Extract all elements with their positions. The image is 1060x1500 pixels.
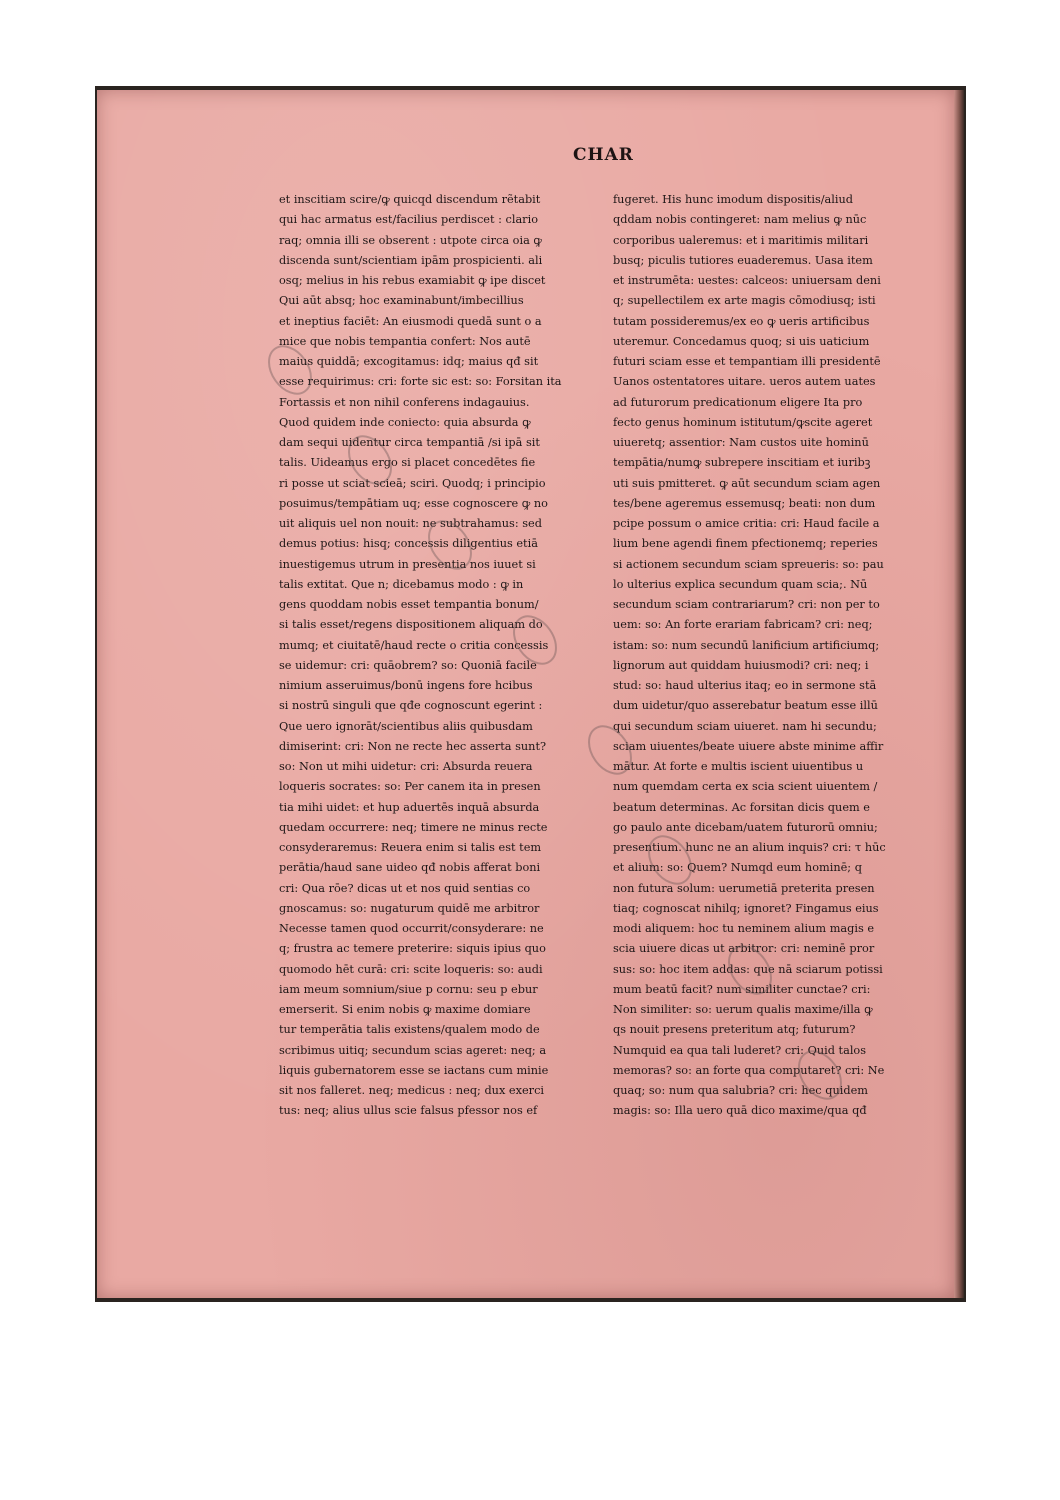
right-column-line: quaq; so: num qua salubria? cri: hec quidem — [613, 1084, 868, 1097]
left-column-line: gens quoddam nobis esset tempantia bonum/ — [279, 598, 539, 611]
right-column-line: ad futurorum predicationum eligere Ita pro — [613, 395, 863, 409]
left-column-line: perātia/haud sane uideo qđ nobis afferat boni — [279, 861, 541, 875]
page-edge — [954, 90, 964, 1298]
right-column-line: mātur. At forte e multis iscient uiuentibus u — [613, 760, 864, 773]
right-column-line: qs nouit presens preteritum atq; futurum? — [613, 1023, 856, 1037]
right-column-line: mum beatū facit? num similiter cunctae? cri: — [613, 982, 871, 996]
right-column-line: si actionem secundum sciam spreueris: so: pau — [613, 557, 884, 571]
right-column-line: tes/bene ageremus essemusq; beati: non dum — [613, 496, 876, 510]
right-column-line: fecto genus hominum istitutum/ꝙscite ageret — [613, 415, 873, 429]
left-column-line: talis extitat. Que n; dicebamus modo : ꝙ in — [279, 577, 524, 591]
left-column-line: tus: neq; alius ullus scie falsus pfessor nos ef — [279, 1104, 538, 1118]
left-column-line: liquis gubernatorem esse se iactans cum minie — [279, 1063, 549, 1077]
left-column-line: et inscitiam scire/ꝙ quicqd discendum rẽtabit — [279, 193, 541, 206]
right-column-line: sus: so: hoc item addas: que nā sciarum potissi — [613, 962, 883, 976]
left-column-line: quedam occurrere: neq; timere ne minus recte — [279, 820, 548, 834]
right-column-line: secundum sciam contrariarum? cri: non per to — [613, 598, 880, 611]
left-column-line: Quod quidem inde coniecto: quia absurda ꝙ — [279, 415, 531, 429]
left-column-line: talis. Uideamus ergo si placet concedētes fie — [279, 456, 536, 470]
left-column-line: si talis esset/regens dispositionem aliquam do — [279, 618, 543, 632]
running-head: CHAR — [573, 145, 634, 165]
right-column-line: tiaq; cognoscat nihilq; ignoret? Fingamus eius — [613, 901, 879, 915]
right-column-line: qui secundum sciam uiueret. nam hi secundu; — [613, 719, 877, 733]
right-column-line: futuri sciam esse et tempantiam illi presidentē — [613, 355, 881, 368]
right-column-line: presentium. hunc ne an alium inquis? cri: τ hūc — [613, 841, 886, 854]
right-column-line: fugeret. His hunc imodum dispositis/aliud — [613, 193, 854, 206]
left-column-line: si nostrū singuli que qđe cognoscunt egerint : — [279, 699, 543, 713]
left-column-line: mice que nobis tempantia confert: Nos autē — [279, 334, 531, 348]
right-column-line: istam: so: num secundū lanificium artificiumq; — [613, 638, 880, 652]
right-column-line: et instrumēta: uestes: calceos: uniuersam deni — [613, 274, 881, 287]
right-column-line: num quemdam certa ex scia scient uiuentem / — [613, 780, 878, 794]
right-text-column — [613, 190, 903, 1122]
right-column-line: go paulo ante dicebam/uatem futurorū omniu; — [613, 820, 878, 834]
right-column-line: Non similiter: so: uerum qualis maxime/illa ꝙ — [613, 1003, 873, 1016]
left-column-line: tur temperātia talis existens/qualem modo de — [279, 1023, 540, 1037]
right-column-line: sciam uiuentes/beate uiuere abste minime affir — [613, 739, 884, 753]
right-column-line: corporibus ualeremus: et i maritimis militari — [613, 233, 869, 247]
left-column-line: dimiserint: cri: Non ne recte hec asserta sunt? — [279, 739, 547, 753]
right-column-line: scia uiuere dicas ut arbitror: cri: neminē pror — [613, 942, 875, 956]
left-column-line: Que uero ignorāt/scientibus aliis quibusdam — [279, 719, 533, 733]
right-column-line: Numquid ea qua tali luderet? cri: Quid talos — [613, 1043, 867, 1057]
right-column-line: non futura solum: uerumetiā preterita presen — [613, 881, 875, 895]
right-column-line: tutam possideremus/ex eo ꝙ ueris artificibus — [613, 314, 870, 328]
right-column-line: qddam nobis contingeret: nam melius ꝙ nūc — [613, 213, 867, 227]
left-column-line: scribimus uitiq; secundum scias ageret: neq; a — [279, 1043, 547, 1057]
right-column-line: uiueretq; assentior: Nam custos uite hominū — [613, 436, 869, 449]
left-column-line: sit nos falleret. neq; medicus : neq; dux exerci — [279, 1084, 545, 1097]
left-column-line: posuimus/tempātiam uq; esse cognoscere ꝙ no — [279, 496, 548, 510]
right-column-line: lignorum aut quiddam huiusmodi? cri: neq; i — [613, 658, 869, 672]
left-column-line: iam meum somnium/siue p cornu: seu p ebur — [279, 982, 538, 996]
left-column-line: so: Non ut mihi uidetur: cri: Absurda reuera — [279, 760, 533, 773]
left-column-line: gnoscamus: so: nugaturum quidē me arbitror — [279, 901, 540, 915]
left-column-line: Necesse tamen quod occurrit/consyderare: ne — [279, 922, 544, 935]
right-column-line: beatum determinas. Ac forsitan dicis quem e — [613, 800, 870, 814]
right-column-line: modi aliquem: hoc tu neminem alium magis e — [613, 922, 875, 935]
right-column-line: Uanos ostentatores uitare. ueros autem uates — [613, 375, 876, 389]
left-column-line: se uidemur: cri: quāobrem? so: Quoniā facile — [279, 658, 537, 672]
left-column-line: cri: Qua rōe? dicas ut et nos quid sentias co — [279, 881, 531, 895]
right-column-line: dum uidetur/quo asserebatur beatum esse illū — [613, 699, 878, 713]
left-column-line: esse requirimus: cri: forte sic est: so: Forsitan ita — [279, 375, 562, 389]
right-column-line: tempātia/numꝙ subrepere inscitiam et iuribꝫ — [613, 456, 871, 470]
right-column-line: et alium: so: Quem? Numqd eum hominē; q — [613, 861, 862, 875]
left-column-line: et ineptius faciēt: An eiusmodi quedā sunt o a — [279, 314, 542, 328]
left-column-line: maius quiddā; excogitamus: idq; maius qđ sit — [279, 355, 539, 368]
left-column-line: q; frustra ac temere preterire: siquis ipius quo — [279, 942, 546, 956]
left-column-line: qui hac armatus est/facilius perdiscet : clario — [279, 213, 538, 227]
left-column-line: demus potius: hisq; concessis diligentius etiā — [279, 537, 538, 551]
left-column-line: ri posse ut sciat scieā; sciri. Quodq; i principio — [279, 476, 546, 490]
left-column-line: inuestigemus utrum in presentia nos iuuet si — [279, 557, 536, 571]
left-column-line: loqueris socrates: so: Per canem ita in presen — [279, 780, 541, 794]
left-column-line: Fortassis et non nihil conferens indagauius. — [279, 395, 530, 409]
right-column-line: uti suis pmitteret. ꝙ aūt secundum sciam agen — [613, 476, 881, 490]
right-column-line: memoras? so: an forte qua computaret? cri: Ne — [613, 1063, 885, 1077]
left-column-line: quomodo hēt curā: cri: scite loqueris: so: audi — [279, 962, 543, 976]
left-column-line: Qui aūt absq; hoc examinabunt/imbecillius — [279, 294, 524, 308]
left-column-line: emerserit. Si enim nobis ꝙ maxime domiare — [279, 1003, 531, 1016]
right-column-line: uem: so: An forte erariam fabricam? cri: neq; — [613, 618, 873, 632]
right-column-line: magis: so: Illa uero quā dico maxime/qua qđ — [613, 1104, 867, 1118]
left-column-line: mumq; et ciuitatē/haud recte o critia concessis — [279, 638, 549, 652]
left-column-line: dam sequi uidentur circa tempantiā /si ipā sit — [279, 436, 540, 449]
left-column-line: raq; omnia illi se obserent : utpote circa oia ꝙ — [279, 233, 542, 247]
right-column-line: lo ulterius explica secundum quam scia;. Nū — [613, 577, 868, 591]
right-column-line: lium bene agendi finem pfectionemq; reperies — [613, 537, 878, 551]
left-column-line: nimium asseruimus/bonū ingens fore hcibus — [279, 679, 533, 692]
left-column-line: uit aliquis uel non nouit: ne subtrahamus: sed — [279, 517, 542, 530]
right-column-line: uteremur. Concedamus quoq; si uis uaticium — [613, 334, 870, 348]
left-column-line: consyderaremus: Reuera enim si talis est tem — [279, 841, 542, 854]
left-text-column — [279, 190, 569, 1122]
right-column-line: q; supellectilem ex arte magis cōmodiusq; isti — [613, 294, 876, 308]
left-column-line: osq; melius in his rebus examiabit ꝙ ipe discet — [279, 274, 546, 287]
right-column-line: busq; piculis tutiores euaderemus. Uasa item — [613, 253, 873, 267]
right-column-line: stud: so: haud ulterius itaq; eo in sermone stā — [613, 679, 877, 692]
right-column-line: pcipe possum o amice critia: cri: Haud facile a — [613, 517, 880, 530]
left-column-line: tia mihi uidet: et hup aduertēs inquā absurda — [279, 800, 540, 814]
left-column-line: discenda sunt/scientiam ipām prospicienti. ali — [279, 253, 543, 267]
